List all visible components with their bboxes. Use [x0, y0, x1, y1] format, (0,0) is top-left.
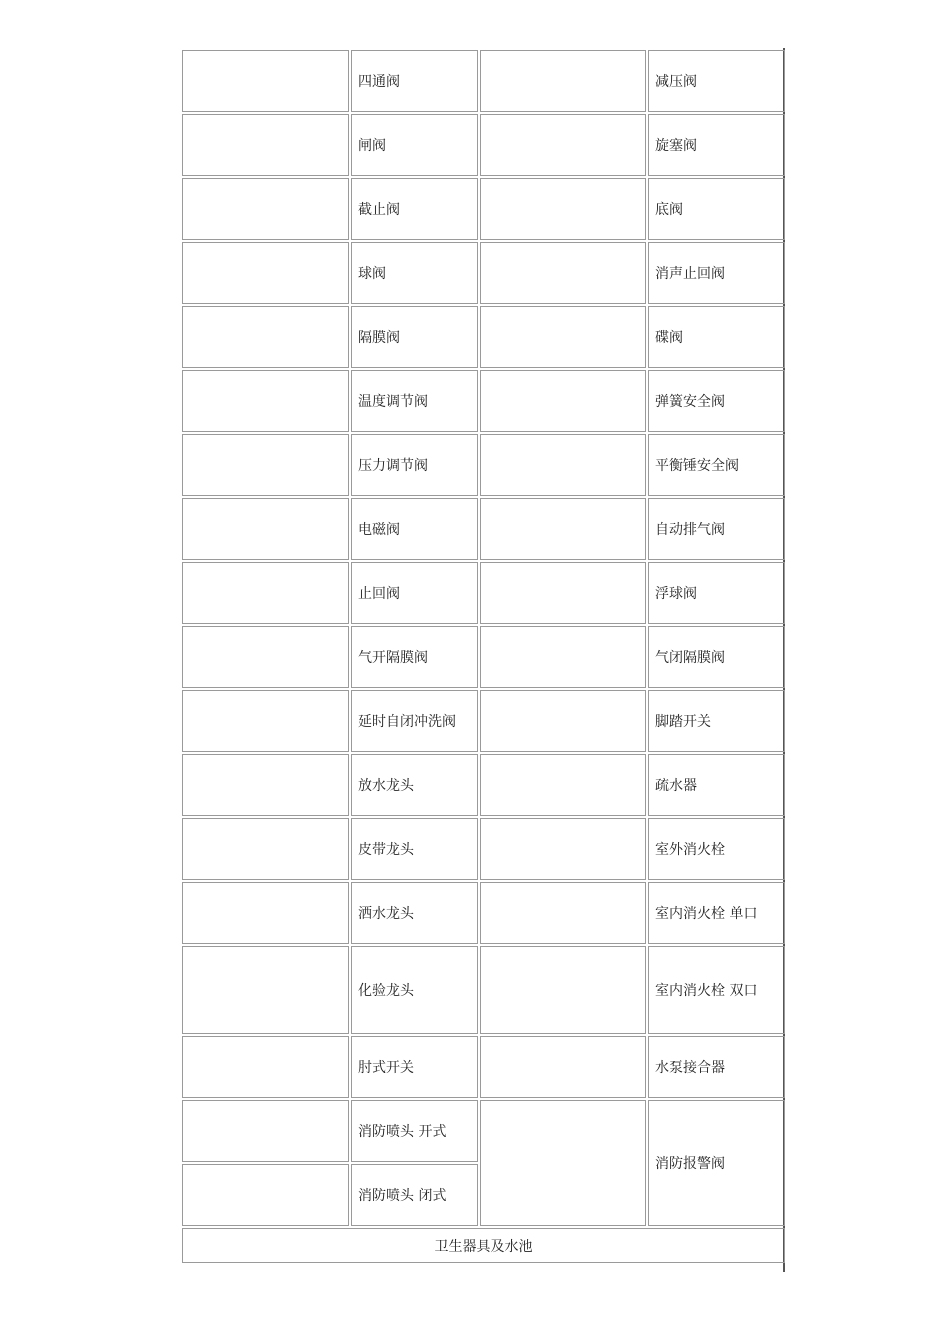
table-row: [182, 882, 785, 944]
name-cell: 消防喷头 闭式: [351, 1164, 478, 1226]
symbol-cell: [182, 626, 349, 688]
name-cell: 室外消火栓: [648, 818, 785, 880]
name-cell: 疏水器: [648, 754, 785, 816]
table-row: [182, 754, 785, 816]
symbol-cell: [480, 498, 646, 560]
legend-table: [180, 48, 787, 1265]
name-cell: 皮带龙头: [351, 818, 478, 880]
symbol-cell: [480, 1036, 646, 1098]
symbol-cell: [182, 562, 349, 624]
name-cell: 消防喷头 开式: [351, 1100, 478, 1162]
symbol-cell: [480, 114, 646, 176]
name-cell: 室内消火栓 单口: [648, 882, 785, 944]
symbol-cell: [182, 1164, 349, 1226]
symbol-cell: [480, 754, 646, 816]
name-cell: 减压阀: [648, 50, 785, 112]
symbol-cell: [182, 434, 349, 496]
name-cell: 消声止回阀: [648, 242, 785, 304]
table-row: [182, 370, 785, 432]
symbol-cell: [480, 50, 646, 112]
table-row: [182, 1100, 785, 1162]
symbol-cell: [182, 370, 349, 432]
symbol-cell: [480, 882, 646, 944]
table-row: [182, 50, 785, 112]
name-cell: 气闭隔膜阀: [648, 626, 785, 688]
name-cell: 旋塞阀: [648, 114, 785, 176]
table-row: [182, 818, 785, 880]
symbol-cell: [480, 370, 646, 432]
symbol-cell: [182, 1100, 349, 1162]
table-row: [182, 1036, 785, 1098]
symbol-cell: [480, 562, 646, 624]
symbol-cell: [182, 690, 349, 752]
symbol-cell: [182, 498, 349, 560]
table-row: [182, 498, 785, 560]
name-cell: 压力调节阀: [351, 434, 478, 496]
symbol-cell: [182, 946, 349, 1034]
symbol-cell: [182, 114, 349, 176]
table-row: [182, 946, 785, 1034]
name-cell: 四通阀: [351, 50, 478, 112]
table-row: [182, 114, 785, 176]
symbol-cell: [480, 626, 646, 688]
symbol-cell: [182, 242, 349, 304]
name-cell: 脚踏开关: [648, 690, 785, 752]
symbol-cell: [480, 306, 646, 368]
symbol-cell: [182, 178, 349, 240]
legend-sheet: [180, 48, 785, 1272]
symbol-cell: [480, 946, 646, 1034]
name-cell: 肘式开关: [351, 1036, 478, 1098]
symbol-cell: [182, 306, 349, 368]
table-row: [182, 242, 785, 304]
name-cell: 隔膜阀: [351, 306, 478, 368]
name-cell: 化验龙头: [351, 946, 478, 1034]
table-row: [182, 306, 785, 368]
symbol-cell: [480, 242, 646, 304]
name-cell: 消防报警阀: [648, 1100, 785, 1226]
symbol-cell: [480, 434, 646, 496]
name-cell: 温度调节阀: [351, 370, 478, 432]
symbol-cell: [182, 50, 349, 112]
table-row: [182, 562, 785, 624]
name-cell: 弹簧安全阀: [648, 370, 785, 432]
table-row: [182, 626, 785, 688]
symbol-cell: [182, 1036, 349, 1098]
symbol-cell: [480, 818, 646, 880]
name-cell: 截止阀: [351, 178, 478, 240]
name-cell: 底阀: [648, 178, 785, 240]
symbol-cell: [480, 690, 646, 752]
name-cell: 电磁阀: [351, 498, 478, 560]
name-cell: 放水龙头: [351, 754, 478, 816]
name-cell: 球阀: [351, 242, 478, 304]
name-cell: 碟阀: [648, 306, 785, 368]
table-row: [182, 178, 785, 240]
symbol-cell: [480, 178, 646, 240]
name-cell: 气开隔膜阀: [351, 626, 478, 688]
symbol-cell: [182, 754, 349, 816]
table-row: [182, 434, 785, 496]
name-cell: 洒水龙头: [351, 882, 478, 944]
section-row: [182, 1228, 785, 1263]
name-cell: 浮球阀: [648, 562, 785, 624]
name-cell: 平衡锤安全阀: [648, 434, 785, 496]
symbol-cell: [480, 1100, 646, 1226]
name-cell: 止回阀: [351, 562, 478, 624]
name-cell: 自动排气阀: [648, 498, 785, 560]
symbol-cell: [182, 818, 349, 880]
name-cell: 水泵接合器: [648, 1036, 785, 1098]
table-row: [182, 690, 785, 752]
symbol-cell: [182, 882, 349, 944]
name-cell: 闸阀: [351, 114, 478, 176]
name-cell: 室内消火栓 双口: [648, 946, 785, 1034]
name-cell: 延时自闭冲洗阀: [351, 690, 478, 752]
section-title: 卫生器具及水池: [182, 1228, 785, 1263]
